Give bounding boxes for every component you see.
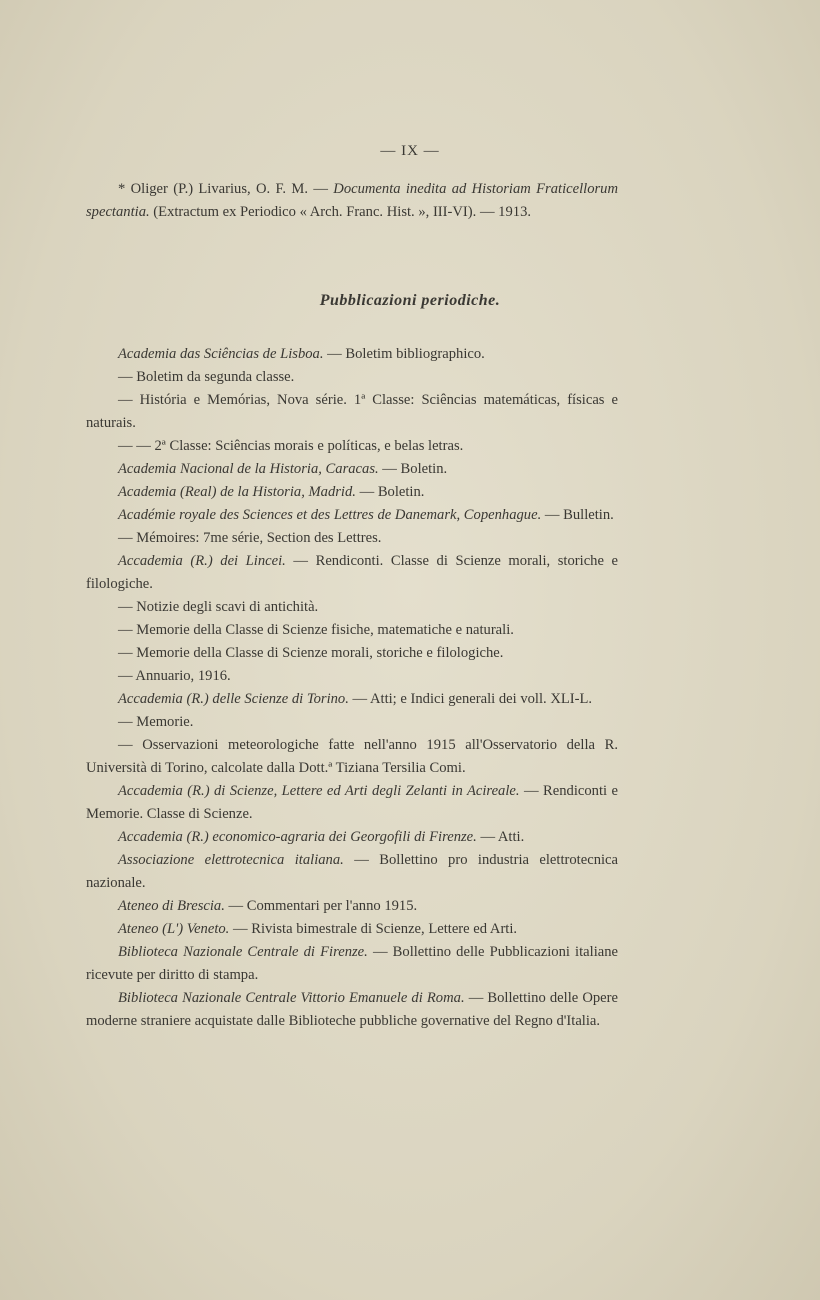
list-item: — Annuario, 1916. bbox=[118, 668, 231, 684]
list-item: Ateneo di Brescia. — Commentari per l'anno 1915. bbox=[118, 898, 418, 914]
list-item: Academia Nacional de la Historia, Caracas. — Boletin. bbox=[118, 461, 448, 477]
list-item: — Memorie della Classe di Scienze fisiche, matematiche e naturali. bbox=[118, 622, 514, 638]
list-item: Académie royale des Sciences et des Lettres de Danemark, Copenhague. — Bulletin. bbox=[118, 507, 614, 523]
list-item: — Memorie della Classe di Scienze morali, storiche e filologiche. bbox=[118, 645, 504, 661]
list-item: — — 2ª Classe: Sciências morais e políticas, e belas letras. bbox=[118, 438, 464, 454]
list-item: Ateneo (L') Veneto. — Rivista bimestrale di Scienze, Lettere ed Arti. bbox=[118, 921, 518, 937]
list-item: — Osservazioni meteorologiche fatte nell'anno 1915 all'Osservatorio della R. Università di Torino, calcolate dalla Dott.ª Tiziana Tersilia Comi. bbox=[86, 737, 618, 776]
list-item: — Boletim da segunda classe. bbox=[118, 369, 295, 385]
list-item: Accademia (R.) economico-agraria dei Georgofili di Firenze. — Atti. bbox=[118, 829, 525, 845]
list-item: — Mémoires: 7me série, Section des Lettres. bbox=[118, 530, 382, 546]
top-entry-author: * Oliger (P.) Livarius, O. F. M. bbox=[118, 181, 309, 197]
list-item: Accademia (R.) di Scienze, Lettere ed Arti degli Zelanti in Acireale. — Rendiconti e Memorie. Classe di Scienze. bbox=[86, 783, 618, 822]
list-item: Academia (Real) de la Historia, Madrid. — Boletin. bbox=[118, 484, 425, 500]
list-item: — História e Memórias, Nova série. 1ª Classe: Sciências matemáticas, físicas e naturais. bbox=[86, 392, 618, 431]
periodicals-list bbox=[86, 343, 618, 1033]
page-number: — IX — bbox=[380, 143, 440, 159]
section-heading: Pubblicazioni periodiche. bbox=[319, 292, 501, 309]
top-entry-dash: — bbox=[313, 181, 328, 197]
list-item: — Notizie degli scavi di antichità. bbox=[118, 599, 319, 615]
list-item: Biblioteca Nazionale Centrale di Firenze. — Bollettino delle Pubblicazioni italiane ricevute per diritto di stampa. bbox=[86, 944, 618, 983]
list-item: Accademia (R.) dei Lincei. — Rendiconti. Classe di Scienze morali, storiche e filologiche. bbox=[86, 553, 619, 592]
list-item: — Memorie. bbox=[118, 714, 194, 730]
list-item: Accademia (R.) delle Scienze di Torino. — Atti; e Indici generali dei voll. XLI-L. bbox=[118, 691, 593, 707]
top-entry bbox=[86, 178, 618, 224]
list-item: Biblioteca Nazionale Centrale Vittorio Emanuele di Roma. — Bollettino delle Opere moderne straniere acquistate dalle Biblioteche pubbliche governative del Regno d'Italia. bbox=[86, 990, 618, 1029]
list-item: Academia das Sciências de Lisboa. — Boletim bibliographico. bbox=[118, 346, 485, 362]
top-entry-rest: (Extractum ex Periodico « Arch. Franc. Hist. », III-VI). — 1913. bbox=[153, 204, 532, 220]
top-entry-title: Documenta inedita ad Historiam Fraticellorum spectantia. bbox=[86, 181, 619, 220]
list-item: Associazione elettrotecnica italiana. — Bollettino pro industria elettrotecnica nazionale. bbox=[86, 852, 618, 891]
